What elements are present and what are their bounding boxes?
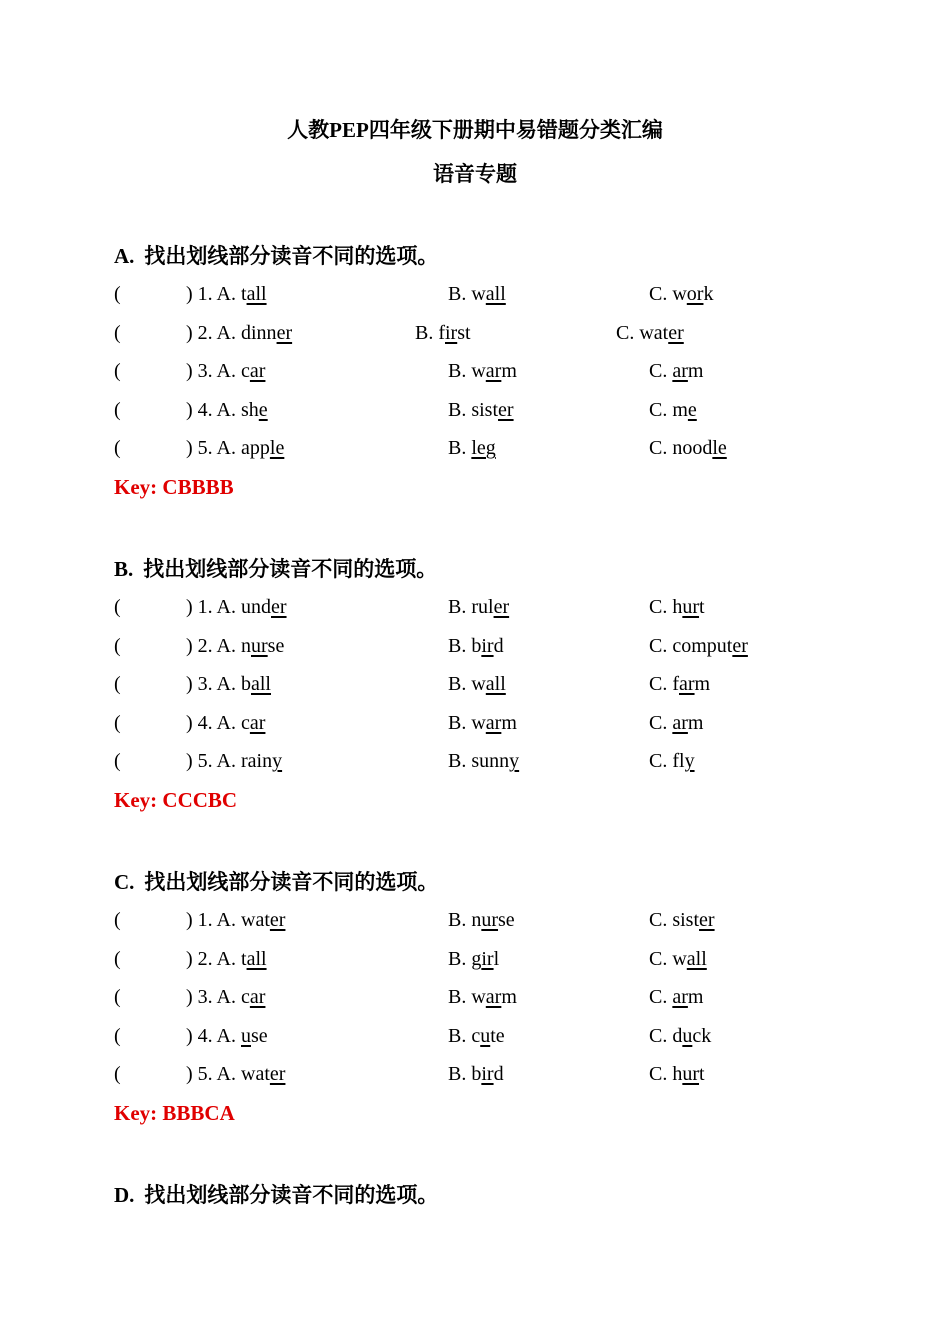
underlined-part: ar — [672, 360, 688, 383]
question-row — [114, 1063, 914, 1093]
answer-blank[interactable]: ( — [114, 909, 121, 931]
option-b — [448, 596, 509, 619]
underlined-part: ir — [445, 321, 458, 344]
option-text: c — [241, 360, 250, 383]
option-c — [649, 1063, 705, 1086]
underlined-part: ar — [485, 360, 502, 383]
section-letter: C. — [114, 870, 135, 894]
option-text: m — [694, 673, 711, 696]
option-b — [448, 399, 514, 422]
underlined-part: er — [668, 321, 684, 344]
option-a — [241, 399, 268, 421]
option-text: C. h — [649, 596, 683, 618]
option-a — [241, 596, 287, 618]
question-row — [114, 673, 914, 703]
option-a — [241, 635, 284, 657]
underlined-part: all — [246, 947, 267, 970]
section-letter: D. — [114, 1183, 135, 1207]
option-text: k — [703, 283, 714, 305]
option-c — [649, 986, 703, 1009]
option-text: t — [241, 947, 247, 970]
option-text: l — [493, 947, 500, 970]
answer-blank[interactable]: ( — [114, 437, 121, 460]
question-number: ) 3. A. car — [186, 986, 266, 1009]
option-c — [649, 596, 705, 619]
underlined-part: y — [509, 750, 520, 773]
option-text: B. sist — [448, 398, 499, 421]
section-instruction: 找出划线部分读音不同的选项。 — [144, 870, 439, 894]
option-text: t — [699, 596, 705, 618]
option-a — [241, 948, 267, 970]
answer-blank[interactable]: ( — [114, 596, 121, 618]
question-row — [114, 909, 914, 939]
option-text: m — [687, 360, 704, 383]
option-text: B. — [448, 437, 472, 460]
underlined-part: ar — [249, 986, 266, 1009]
underlined-part: ar — [672, 711, 688, 734]
question-row — [114, 437, 914, 467]
option-a — [241, 909, 285, 931]
option-c — [649, 712, 703, 735]
underlined-part: y — [684, 750, 695, 773]
section-heading — [114, 1179, 438, 1209]
option-text: C. f — [649, 673, 679, 696]
option-c — [649, 437, 727, 460]
underlined-part: ir — [481, 634, 494, 657]
option-text: B. c — [448, 1024, 481, 1047]
option-text: m — [501, 986, 517, 1009]
option-a — [241, 1025, 268, 1047]
underlined-part: u — [682, 1024, 693, 1047]
option-text: se — [251, 1024, 268, 1047]
option-text: se — [267, 634, 285, 657]
underlined-part: ur — [682, 596, 700, 618]
option-text: te — [490, 1024, 505, 1047]
underlined-part: ur — [682, 1063, 700, 1086]
question-number: ) 1. A. under — [186, 596, 287, 618]
question-row — [114, 986, 914, 1016]
answer-blank[interactable]: ( — [114, 634, 121, 657]
option-text: C. h — [649, 1063, 683, 1086]
question-row — [114, 399, 914, 429]
option-text: B. b — [448, 634, 482, 657]
underlined-part: ir — [481, 947, 494, 970]
underlined-part: all — [251, 673, 271, 696]
underlined-part: y — [272, 750, 283, 773]
option-text: wat — [241, 909, 270, 931]
option-b — [448, 986, 517, 1009]
option-text: n — [241, 634, 251, 657]
option-a — [241, 360, 265, 382]
option-text: m — [501, 360, 517, 383]
option-b — [448, 635, 504, 658]
option-text: B. w — [448, 711, 486, 734]
underlined-part: er — [271, 596, 287, 618]
underlined-part: er — [498, 398, 514, 421]
option-a — [241, 986, 265, 1008]
option-b — [448, 712, 517, 735]
section-letter: A. — [114, 244, 135, 268]
option-b — [448, 673, 506, 696]
option-b — [448, 360, 517, 383]
option-a — [241, 712, 265, 734]
option-text: B. n — [448, 909, 482, 931]
option-b — [448, 1063, 504, 1086]
option-text: app — [241, 437, 270, 460]
underlined-part: ar — [249, 360, 266, 383]
option-text: m — [501, 711, 517, 734]
question-row — [114, 635, 914, 665]
answer-blank[interactable]: ( — [114, 986, 121, 1009]
underlined-part: ar — [672, 986, 688, 1009]
option-text: C. nood — [649, 437, 713, 460]
option-text: c — [241, 711, 250, 734]
option-text: C. — [649, 360, 673, 383]
option-b — [448, 283, 506, 306]
answer-blank[interactable]: ( — [114, 283, 121, 305]
question-row — [114, 360, 914, 390]
option-text: B. f — [415, 321, 445, 344]
option-text: B. rul — [448, 596, 494, 618]
underlined-part: ur — [251, 634, 268, 657]
underlined-part: le — [712, 437, 727, 460]
underlined-part: ir — [481, 1063, 494, 1086]
option-text: c — [241, 986, 250, 1009]
underlined-part: u — [480, 1024, 491, 1047]
underlined-part: or — [686, 283, 704, 305]
option-b — [448, 1025, 505, 1048]
option-text: C. w — [649, 283, 687, 305]
underlined-part: ar — [249, 711, 266, 734]
option-text: st — [457, 321, 471, 344]
option-b — [415, 322, 471, 345]
option-text: C. fl — [649, 750, 685, 773]
option-a — [241, 1063, 285, 1085]
option-c — [649, 283, 713, 306]
option-text: C. d — [649, 1024, 683, 1047]
underlined-part: ar — [485, 986, 502, 1009]
section-letter: B. — [114, 557, 134, 581]
option-c — [649, 635, 748, 658]
option-text: C. comput — [649, 634, 733, 657]
underlined-part: er — [732, 634, 748, 657]
question-number: ) 3. A. ball — [186, 673, 271, 696]
option-text: t — [241, 283, 247, 305]
underlined-part: ar — [485, 711, 502, 734]
section-heading — [114, 240, 438, 270]
answer-blank[interactable]: ( — [114, 360, 121, 383]
option-a — [241, 750, 282, 772]
underlined-part: er — [699, 909, 715, 931]
question-number: ) 1. A. tall — [186, 283, 267, 305]
option-c — [649, 673, 710, 696]
option-text: ck — [692, 1024, 712, 1047]
document-subtitle: 语音专题 — [433, 162, 517, 186]
option-text: C. w — [649, 947, 687, 970]
question-row — [114, 283, 914, 313]
underlined-part: u — [241, 1024, 251, 1047]
option-text: sh — [241, 398, 259, 421]
underlined-part: all — [485, 673, 506, 696]
underlined-part: ur — [481, 909, 499, 931]
question-number: ) 4. A. use — [186, 1024, 268, 1047]
question-row — [114, 322, 914, 352]
option-text: se — [498, 909, 515, 931]
section-instruction: 找出划线部分读音不同的选项。 — [143, 557, 438, 581]
option-text: d — [493, 1063, 504, 1086]
question-row — [114, 596, 914, 626]
question-number: ) 5. A. water — [186, 1063, 286, 1086]
option-text: B. b — [448, 1063, 482, 1086]
question-number: ) 4. A. she — [186, 398, 268, 421]
option-text: wat — [241, 1063, 270, 1086]
option-b — [448, 909, 515, 932]
section-heading — [114, 866, 438, 896]
answer-blank[interactable]: ( — [114, 1063, 121, 1086]
option-text: C. — [649, 711, 673, 734]
option-text: B. g — [448, 947, 482, 970]
option-a — [241, 322, 292, 344]
underlined-part: er — [276, 321, 293, 344]
option-text: m — [687, 986, 704, 1009]
underlined-part: all — [246, 283, 267, 305]
option-a — [241, 437, 284, 459]
underlined-part: e — [687, 398, 697, 421]
option-c — [649, 399, 697, 422]
question-number: ) 2. A. dinner — [186, 321, 293, 344]
option-b — [448, 948, 499, 971]
question-number: ) 1. A. water — [186, 909, 286, 931]
underlined-part: e — [258, 398, 268, 421]
section-heading — [114, 553, 437, 583]
question-number: ) 2. A. nurse — [186, 634, 285, 657]
underlined-part: er — [493, 596, 510, 618]
section-instruction: 找出划线部分读音不同的选项。 — [144, 244, 439, 268]
option-text: und — [241, 596, 271, 618]
option-text: dinn — [241, 321, 277, 344]
answer-blank[interactable]: ( — [114, 673, 121, 696]
option-c — [649, 909, 715, 932]
underlined-part: leg — [471, 437, 496, 460]
answer-blank[interactable]: ( — [114, 750, 121, 773]
answer-key: Key: CCCBC — [114, 788, 238, 812]
answer-key: Key: CBBBB — [114, 475, 234, 499]
option-c — [649, 360, 703, 383]
option-a — [241, 283, 267, 305]
answer-blank[interactable]: ( — [114, 398, 121, 421]
option-text: B. w — [448, 360, 486, 383]
option-text: m — [687, 711, 704, 734]
option-c — [649, 948, 707, 971]
answer-blank[interactable]: ( — [114, 711, 121, 734]
option-text: B. w — [448, 673, 486, 696]
underlined-part: er — [269, 909, 286, 931]
question-number: ) 5. A. rainy — [186, 750, 283, 773]
question-number: ) 5. A. apple — [186, 437, 285, 460]
option-text: B. w — [448, 283, 486, 305]
option-c — [616, 322, 684, 345]
question-number: ) 2. A. tall — [186, 947, 267, 970]
question-row — [114, 1025, 914, 1055]
option-b — [448, 750, 519, 773]
question-row — [114, 750, 914, 780]
option-text: C. sist — [649, 909, 700, 931]
option-text: rain — [241, 750, 273, 773]
section-instruction: 找出划线部分读音不同的选项。 — [144, 1183, 439, 1207]
option-text: C. — [649, 986, 673, 1009]
option-text: B. sunn — [448, 750, 510, 773]
underlined-part: all — [686, 947, 707, 970]
underlined-part: ar — [679, 673, 695, 696]
question-number: ) 3. A. car — [186, 360, 266, 383]
option-text: b — [241, 673, 251, 696]
underlined-part: le — [269, 437, 285, 460]
answer-blank[interactable]: ( — [114, 321, 121, 344]
question-number: ) 4. A. car — [186, 711, 266, 734]
option-a — [241, 673, 271, 695]
option-text: C. wat — [616, 321, 669, 344]
option-text: d — [493, 634, 504, 657]
option-c — [649, 750, 695, 773]
option-text: B. w — [448, 986, 486, 1009]
question-row — [114, 712, 914, 742]
option-c — [649, 1025, 711, 1048]
option-b — [448, 437, 496, 460]
option-text: C. m — [649, 398, 688, 421]
answer-blank[interactable]: ( — [114, 1024, 121, 1047]
document-title: 人教PEP四年级下册期中易错题分类汇编 — [287, 118, 663, 142]
option-text: t — [699, 1063, 705, 1086]
answer-key: Key: BBBCA — [114, 1101, 235, 1125]
question-row — [114, 948, 914, 978]
underlined-part: all — [485, 283, 506, 305]
underlined-part: er — [269, 1063, 286, 1086]
answer-blank[interactable]: ( — [114, 947, 121, 970]
